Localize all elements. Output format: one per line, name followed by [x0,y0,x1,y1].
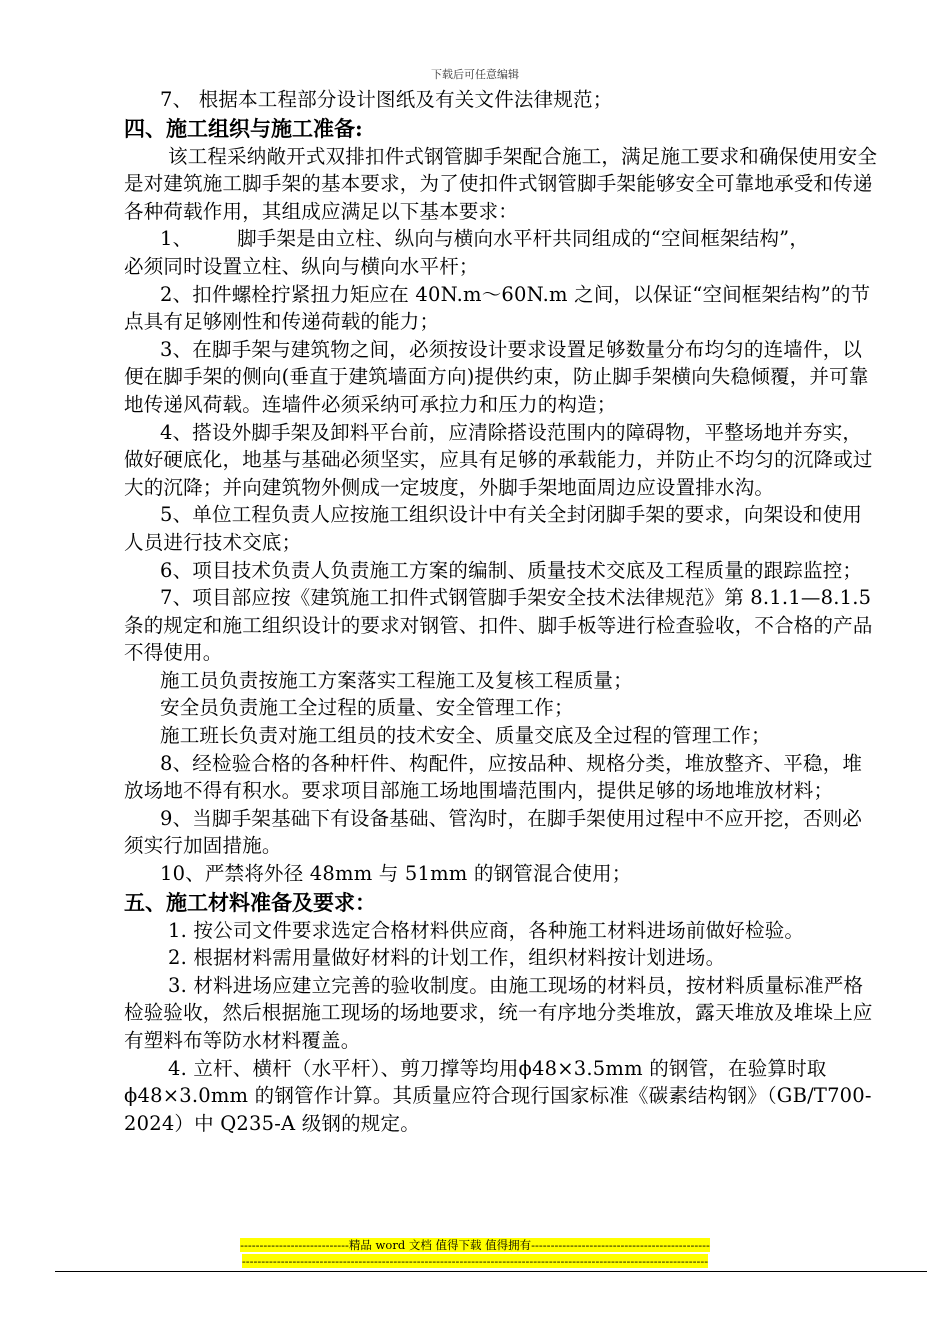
paragraph: 6、项目技术负责人负责施工方案的编制、质量技术交底及工程质量的跟踪监控； [160,558,863,582]
paragraph: 必须同时设置立柱、纵向与横向水平杆； [124,254,479,278]
paragraph: 8、经检验合格的各种杆件、构配件，应按品种、规格分类，堆放整齐、平稳，堆放场地不得有积水。要求项目部施工场地围墙范围内，提供足够的场地堆放材料； [124,751,863,803]
paragraph: 1. 按公司文件要求选定合格材料供应商，各种施工材料进场前做好检验。 [168,918,805,942]
paragraph: 4. 立杆、横杆（水平杆）、剪刀撑等均用ϕ48×3.5mm 的钢管，在验算时取ϕ48×3.0mm 的钢管作计算。其质量应符合现行国家标准《碳素结构钢》（GB/T700-2024）中 Q235-A 级钢的规定。 [124,1056,872,1135]
paragraph: 7、 根据本工程部分设计图纸及有关文件法律规范； [160,88,613,111]
document-body [124,86,880,1137]
paragraph: 1、 脚手架是由立柱、纵向与横向水平杆共同组成的“空间框架结构”， [160,227,810,251]
paragraph: 7、项目部应按《建筑施工扣件式钢管脚手架安全技术法律规范》第 8.1.1—8.1.5 条的规定和施工组织设计的要求对钢管、扣件、脚手板等进行检查验收，不合格的产品不得使用。 [124,586,878,665]
paragraph: 3、在脚手架与建筑物之间，必须按设计要求设置足够数量分布均匀的连墙件，以便在脚手架的侧向(垂直于建筑墙面方向)提供约束，防止脚手架横向失稳倾覆，并可靠地传递风荷载。连墙件必须采纳可承拉力和压力的构造； [124,337,869,416]
paragraph: 该工程采纳敞开式双排扣件式钢管脚手架配合施工，满足施工要求和确保使用安全是对建筑施工脚手架的基本要求，为了使扣件式钢管脚手架能够安全可靠地承受和传递各种荷载作用，其组成应满足以下基本要求： [124,144,878,223]
paragraph: 10、严禁将外径 48mm 与 51mm 的钢管混合使用； [160,862,632,886]
paragraph: 4、搭设外脚手架及卸料平台前，应清除搭设范围内的障碍物，平整场地并夯实，做好硬底化，地基与基础必须坚实，应具有足够的承载能力，并防止不均匀的沉降或过大的沉降；并向建筑物外侧成一定坡度，外脚手架地面周边应设置排水沟。 [124,420,873,499]
section-heading: 四、施工组织与施工准备: [124,115,363,141]
footer-banner [0,1238,950,1252]
header-note: 下载后可任意编辑 [431,68,519,81]
paragraph: 5、单位工程负责人应按施工组织设计中有关全封闭脚手架的要求，向架设和使用人员进行技术交底； [124,503,863,554]
paragraph: 9、当脚手架基础下有设备基础、管沟时，在脚手架使用过程中不应开挖，否则必须实行加固措施。 [124,806,863,858]
footer-banner-text: ----------------------------精品 word 文档 值得下载 值得拥有---------------------------------------------- [240,1238,710,1252]
paragraph: 2、扣件螺栓拧紧扭力矩应在 40N.m～60N.m 之间，以保证“空间框架结构”的节点具有足够刚性和传递荷载的能力； [124,282,871,334]
paragraph: 3. 材料进场应建立完善的验收制度。由施工现场的材料员，按材料质量标准严格检验验收，然后根据施工现场的场地要求，统一有序地分类堆放，露天堆放及堆垛上应有塑料布等防水材料覆盖。 [124,973,873,1052]
bottom-rule [55,1271,927,1272]
section-heading: 五、施工材料准备及要求： [124,889,376,915]
paragraph: 2. 根据材料需用量做好材料的计划工作，组织材料按计划进场。 [168,946,726,970]
footer-dashes [0,1254,950,1268]
footer-dashes-text: ------------------------------------------------------------------------------------------------------------------------ [241,1254,709,1268]
paragraph: 施工员负责按施工方案落实工程施工及复核工程质量； [160,668,633,692]
paragraph: 安全员负责施工全过程的质量、安全管理工作； [160,696,574,720]
paragraph: 施工班长负责对施工组员的技术安全、质量交底及全过程的管理工作； [160,724,771,748]
